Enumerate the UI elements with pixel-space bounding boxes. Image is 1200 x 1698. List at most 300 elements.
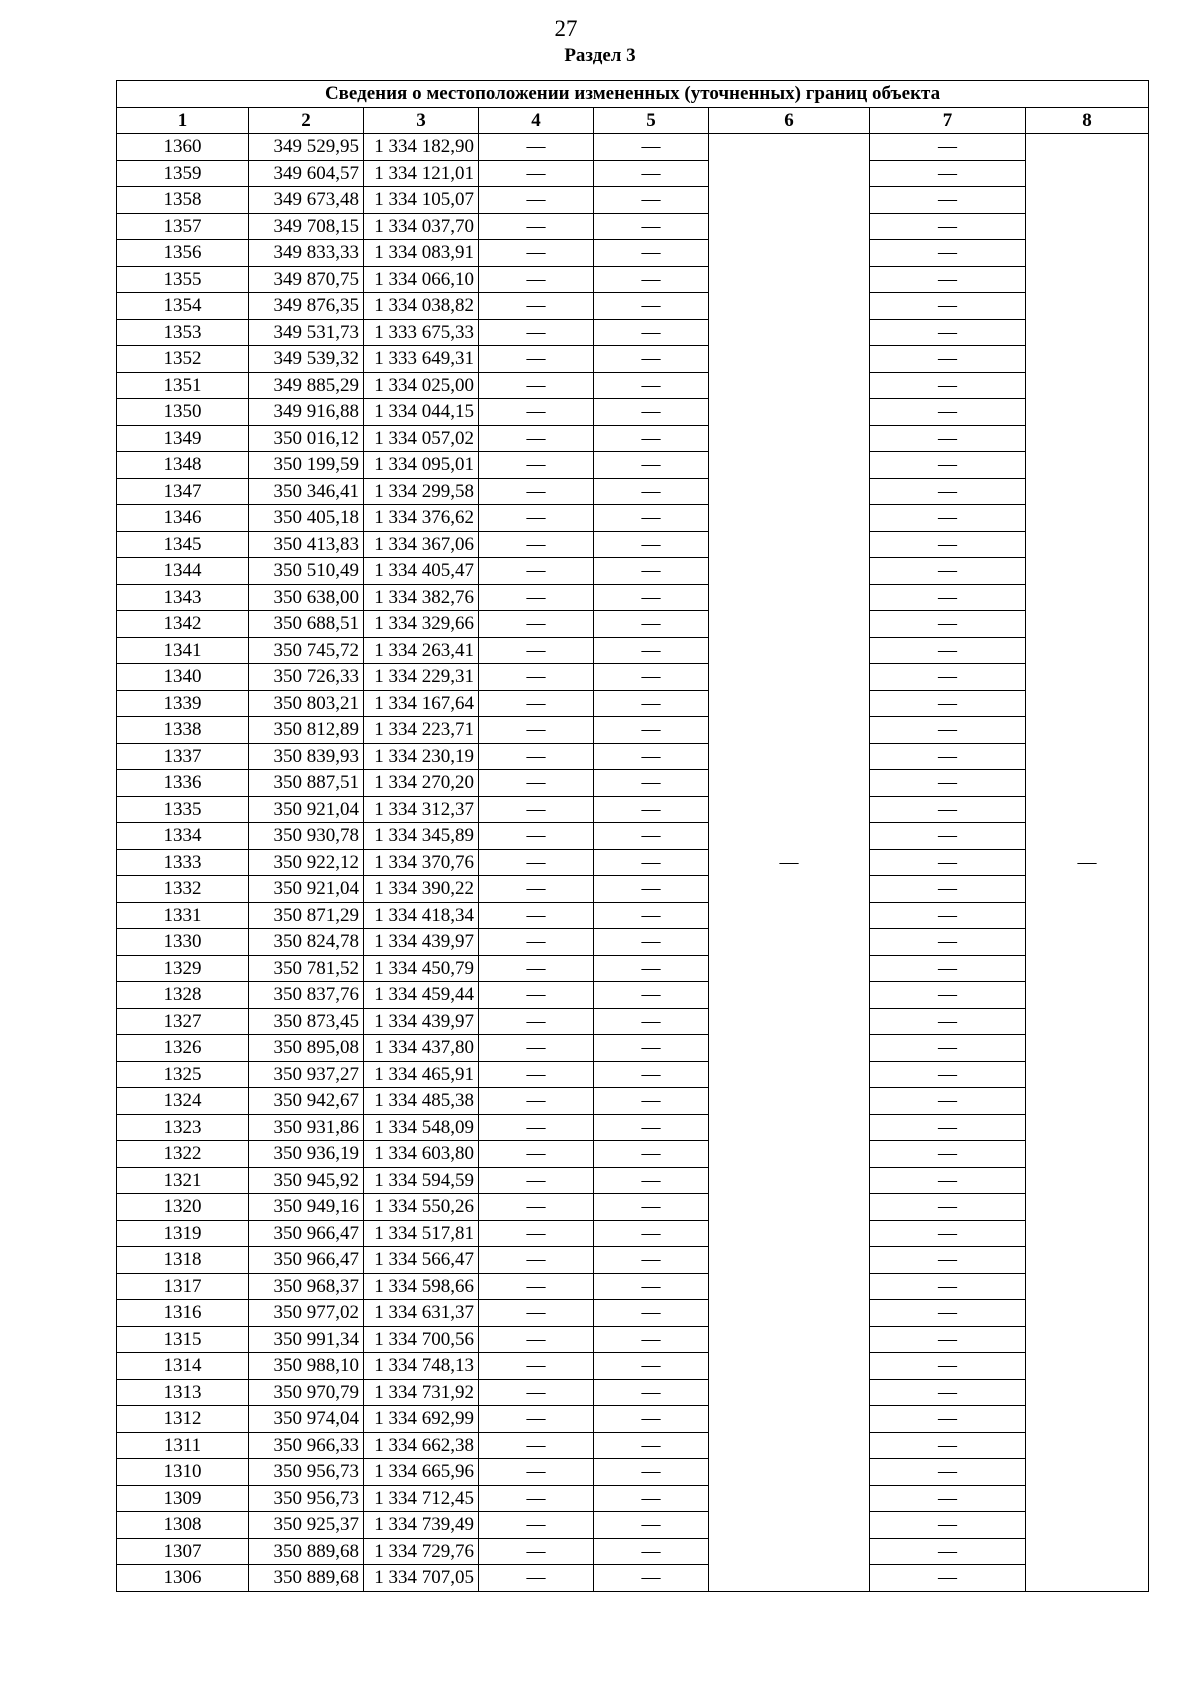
col5-cell: —	[594, 929, 709, 956]
col4-cell: —	[479, 266, 594, 293]
col5-cell: —	[594, 902, 709, 929]
col7-cell: —	[870, 955, 1026, 982]
point-number-cell: 1346	[117, 505, 249, 532]
col7-cell: —	[870, 796, 1026, 823]
point-number-cell: 1309	[117, 1485, 249, 1512]
point-number-cell: 1335	[117, 796, 249, 823]
col7-cell: —	[870, 531, 1026, 558]
x-coordinate-cell: 350 949,16	[249, 1194, 364, 1221]
column-header: 6	[709, 107, 870, 134]
point-number-cell: 1360	[117, 134, 249, 161]
col4-cell: —	[479, 664, 594, 691]
column-header: 3	[364, 107, 479, 134]
table-row	[117, 452, 1149, 479]
col7-cell: —	[870, 717, 1026, 744]
col7-cell: —	[870, 611, 1026, 638]
point-number-cell: 1352	[117, 346, 249, 373]
col4-cell: —	[479, 452, 594, 479]
x-coordinate-cell: 350 688,51	[249, 611, 364, 638]
table-row	[117, 1220, 1149, 1247]
y-coordinate-cell: 1 334 594,59	[364, 1167, 479, 1194]
x-coordinate-cell: 350 956,73	[249, 1485, 364, 1512]
col7-cell: —	[870, 1300, 1026, 1327]
col4-cell: —	[479, 637, 594, 664]
column-header: 5	[594, 107, 709, 134]
table-row	[117, 796, 1149, 823]
col4-cell: —	[479, 1512, 594, 1539]
y-coordinate-cell: 1 334 270,20	[364, 770, 479, 797]
y-coordinate-cell: 1 334 598,66	[364, 1273, 479, 1300]
y-coordinate-cell: 1 333 649,31	[364, 346, 479, 373]
point-number-cell: 1328	[117, 982, 249, 1009]
y-coordinate-cell: 1 334 418,34	[364, 902, 479, 929]
col7-cell: —	[870, 982, 1026, 1009]
point-number-cell: 1323	[117, 1114, 249, 1141]
col4-cell: —	[479, 770, 594, 797]
col5-cell: —	[594, 452, 709, 479]
col4-cell: —	[479, 399, 594, 426]
x-coordinate-cell: 350 925,37	[249, 1512, 364, 1539]
table-row	[117, 690, 1149, 717]
y-coordinate-cell: 1 334 066,10	[364, 266, 479, 293]
col5-cell: —	[594, 637, 709, 664]
col4-cell: —	[479, 1114, 594, 1141]
col5-cell: —	[594, 399, 709, 426]
y-coordinate-cell: 1 334 037,70	[364, 213, 479, 240]
col5-cell: —	[594, 319, 709, 346]
col4-cell: —	[479, 1485, 594, 1512]
table-row	[117, 1538, 1149, 1565]
point-number-cell: 1322	[117, 1141, 249, 1168]
col4-cell: —	[479, 1194, 594, 1221]
table-row	[117, 1565, 1149, 1592]
col4-cell: —	[479, 690, 594, 717]
col7-cell: —	[870, 1008, 1026, 1035]
x-coordinate-cell: 350 931,86	[249, 1114, 364, 1141]
y-coordinate-cell: 1 334 550,26	[364, 1194, 479, 1221]
col7-cell: —	[870, 849, 1026, 876]
y-coordinate-cell: 1 334 548,09	[364, 1114, 479, 1141]
col5-cell: —	[594, 187, 709, 214]
x-coordinate-cell: 349 870,75	[249, 266, 364, 293]
col4-cell: —	[479, 425, 594, 452]
col4-cell: —	[479, 1220, 594, 1247]
col4-cell: —	[479, 929, 594, 956]
table-title: Сведения о местоположении измененных (уточненных) границ объекта	[117, 81, 1149, 108]
col7-cell: —	[870, 478, 1026, 505]
col5-cell: —	[594, 1538, 709, 1565]
table-row	[117, 1035, 1149, 1062]
col7-cell: —	[870, 1167, 1026, 1194]
col5-cell: —	[594, 1114, 709, 1141]
y-coordinate-cell: 1 334 459,44	[364, 982, 479, 1009]
table-row	[117, 319, 1149, 346]
col7-cell: —	[870, 1565, 1026, 1592]
col5-cell: —	[594, 849, 709, 876]
x-coordinate-cell: 350 966,47	[249, 1220, 364, 1247]
col4-cell: —	[479, 505, 594, 532]
point-number-cell: 1354	[117, 293, 249, 320]
col5-cell: —	[594, 213, 709, 240]
col7-cell: —	[870, 425, 1026, 452]
x-coordinate-cell: 350 977,02	[249, 1300, 364, 1327]
column-header: 4	[479, 107, 594, 134]
col7-cell: —	[870, 1088, 1026, 1115]
point-number-cell: 1353	[117, 319, 249, 346]
y-coordinate-cell: 1 334 517,81	[364, 1220, 479, 1247]
col5-cell: —	[594, 1167, 709, 1194]
y-coordinate-cell: 1 334 405,47	[364, 558, 479, 585]
col7-cell: —	[870, 293, 1026, 320]
point-number-cell: 1312	[117, 1406, 249, 1433]
table-row	[117, 1114, 1149, 1141]
table-row	[117, 293, 1149, 320]
y-coordinate-cell: 1 334 692,99	[364, 1406, 479, 1433]
y-coordinate-cell: 1 334 390,22	[364, 876, 479, 903]
x-coordinate-cell: 350 970,79	[249, 1379, 364, 1406]
col4-cell: —	[479, 134, 594, 161]
point-number-cell: 1342	[117, 611, 249, 638]
col7-cell: —	[870, 1432, 1026, 1459]
y-coordinate-cell: 1 334 382,76	[364, 584, 479, 611]
point-number-cell: 1344	[117, 558, 249, 585]
table-row	[117, 1167, 1149, 1194]
x-coordinate-cell: 350 887,51	[249, 770, 364, 797]
col5-cell: —	[594, 266, 709, 293]
col7-cell: —	[870, 664, 1026, 691]
x-coordinate-cell: 350 510,49	[249, 558, 364, 585]
col5-cell: —	[594, 1088, 709, 1115]
col5-cell: —	[594, 1273, 709, 1300]
col7-cell: —	[870, 1512, 1026, 1539]
y-coordinate-cell: 1 334 437,80	[364, 1035, 479, 1062]
col5-cell: —	[594, 664, 709, 691]
table-row	[117, 717, 1149, 744]
col7-cell: —	[870, 187, 1026, 214]
col4-cell: —	[479, 319, 594, 346]
col7-cell: —	[870, 1141, 1026, 1168]
column-header: 2	[249, 107, 364, 134]
x-coordinate-cell: 350 937,27	[249, 1061, 364, 1088]
table-row	[117, 478, 1149, 505]
column-header-row	[117, 107, 1149, 134]
col7-cell: —	[870, 319, 1026, 346]
point-number-cell: 1345	[117, 531, 249, 558]
col7-cell: —	[870, 929, 1026, 956]
y-coordinate-cell: 1 334 450,79	[364, 955, 479, 982]
col4-cell: —	[479, 213, 594, 240]
point-number-cell: 1348	[117, 452, 249, 479]
x-coordinate-cell: 349 531,73	[249, 319, 364, 346]
col4-cell: —	[479, 743, 594, 770]
col7-cell: —	[870, 346, 1026, 373]
point-number-cell: 1319	[117, 1220, 249, 1247]
y-coordinate-cell: 1 334 329,66	[364, 611, 479, 638]
column-header: 8	[1026, 107, 1149, 134]
col5-cell: —	[594, 1194, 709, 1221]
col5-cell: —	[594, 1326, 709, 1353]
y-coordinate-cell: 1 334 485,38	[364, 1088, 479, 1115]
y-coordinate-cell: 1 334 263,41	[364, 637, 479, 664]
point-number-cell: 1330	[117, 929, 249, 956]
col5-cell: —	[594, 425, 709, 452]
y-coordinate-cell: 1 334 739,49	[364, 1512, 479, 1539]
y-coordinate-cell: 1 334 229,31	[364, 664, 479, 691]
col7-cell: —	[870, 558, 1026, 585]
x-coordinate-cell: 350 638,00	[249, 584, 364, 611]
y-coordinate-cell: 1 334 370,76	[364, 849, 479, 876]
y-coordinate-cell: 1 334 662,38	[364, 1432, 479, 1459]
col4-cell: —	[479, 1247, 594, 1274]
y-coordinate-cell: 1 334 121,01	[364, 160, 479, 187]
x-coordinate-cell: 350 968,37	[249, 1273, 364, 1300]
col5-cell: —	[594, 770, 709, 797]
col7-cell: —	[870, 266, 1026, 293]
point-number-cell: 1347	[117, 478, 249, 505]
col7-cell: —	[870, 770, 1026, 797]
point-number-cell: 1327	[117, 1008, 249, 1035]
y-coordinate-cell: 1 334 182,90	[364, 134, 479, 161]
col4-cell: —	[479, 531, 594, 558]
col5-cell: —	[594, 1512, 709, 1539]
x-coordinate-cell: 350 745,72	[249, 637, 364, 664]
point-number-cell: 1349	[117, 425, 249, 452]
col4-cell: —	[479, 1141, 594, 1168]
point-number-cell: 1325	[117, 1061, 249, 1088]
table-row	[117, 134, 1149, 161]
col5-cell: —	[594, 1300, 709, 1327]
x-coordinate-cell: 349 885,29	[249, 372, 364, 399]
table-row	[117, 425, 1149, 452]
table-row	[117, 213, 1149, 240]
x-coordinate-cell: 350 922,12	[249, 849, 364, 876]
table-row	[117, 1485, 1149, 1512]
col5-cell: —	[594, 690, 709, 717]
col4-cell: —	[479, 1300, 594, 1327]
table-row	[117, 929, 1149, 956]
col4-cell: —	[479, 1088, 594, 1115]
y-coordinate-cell: 1 334 439,97	[364, 929, 479, 956]
col4-cell: —	[479, 160, 594, 187]
col4-cell: —	[479, 1035, 594, 1062]
y-coordinate-cell: 1 334 731,92	[364, 1379, 479, 1406]
point-number-cell: 1314	[117, 1353, 249, 1380]
col4-cell: —	[479, 849, 594, 876]
col7-cell: —	[870, 1459, 1026, 1486]
table-row	[117, 1088, 1149, 1115]
y-coordinate-cell: 1 334 729,76	[364, 1538, 479, 1565]
table-row	[117, 876, 1149, 903]
col4-cell: —	[479, 823, 594, 850]
col5-cell: —	[594, 558, 709, 585]
y-coordinate-cell: 1 334 603,80	[364, 1141, 479, 1168]
table-row	[117, 1406, 1149, 1433]
col5-cell: —	[594, 240, 709, 267]
col7-cell: —	[870, 1273, 1026, 1300]
col5-cell: —	[594, 1061, 709, 1088]
col5-cell: —	[594, 796, 709, 823]
col7-cell: —	[870, 1247, 1026, 1274]
x-coordinate-cell: 350 966,47	[249, 1247, 364, 1274]
y-coordinate-cell: 1 334 025,00	[364, 372, 479, 399]
x-coordinate-cell: 349 916,88	[249, 399, 364, 426]
table-row	[117, 505, 1149, 532]
column-header: 1	[117, 107, 249, 134]
point-number-cell: 1338	[117, 717, 249, 744]
x-coordinate-cell: 350 921,04	[249, 876, 364, 903]
col7-cell: —	[870, 637, 1026, 664]
table-row	[117, 399, 1149, 426]
col5-cell: —	[594, 1485, 709, 1512]
col4-cell: —	[479, 796, 594, 823]
x-coordinate-cell: 350 966,33	[249, 1432, 364, 1459]
x-coordinate-cell: 350 199,59	[249, 452, 364, 479]
col5-cell: —	[594, 743, 709, 770]
col7-cell: —	[870, 134, 1026, 161]
x-coordinate-cell: 350 346,41	[249, 478, 364, 505]
col7-cell: —	[870, 690, 1026, 717]
col4-cell: —	[479, 876, 594, 903]
point-number-cell: 1359	[117, 160, 249, 187]
table-row	[117, 1008, 1149, 1035]
col5-cell: —	[594, 1432, 709, 1459]
col7-cell: —	[870, 584, 1026, 611]
col4-cell: —	[479, 1061, 594, 1088]
x-coordinate-cell: 349 529,95	[249, 134, 364, 161]
col5-cell: —	[594, 1008, 709, 1035]
col4-cell: —	[479, 1432, 594, 1459]
x-coordinate-cell: 350 781,52	[249, 955, 364, 982]
x-coordinate-cell: 349 833,33	[249, 240, 364, 267]
point-number-cell: 1350	[117, 399, 249, 426]
col7-cell: —	[870, 160, 1026, 187]
point-number-cell: 1306	[117, 1565, 249, 1592]
x-coordinate-cell: 350 974,04	[249, 1406, 364, 1433]
y-coordinate-cell: 1 334 712,45	[364, 1485, 479, 1512]
y-coordinate-cell: 1 334 665,96	[364, 1459, 479, 1486]
table-row	[117, 849, 1149, 876]
col5-cell: —	[594, 478, 709, 505]
col4-cell: —	[479, 346, 594, 373]
col5-cell: —	[594, 1035, 709, 1062]
x-coordinate-cell: 350 405,18	[249, 505, 364, 532]
x-coordinate-cell: 350 936,19	[249, 1141, 364, 1168]
col5-cell: —	[594, 1565, 709, 1592]
table-row	[117, 955, 1149, 982]
col4-cell: —	[479, 372, 594, 399]
col7-cell: —	[870, 1194, 1026, 1221]
point-number-cell: 1351	[117, 372, 249, 399]
col7-cell: —	[870, 1353, 1026, 1380]
x-coordinate-cell: 350 988,10	[249, 1353, 364, 1380]
col5-cell: —	[594, 1406, 709, 1433]
x-coordinate-cell: 350 956,73	[249, 1459, 364, 1486]
col5-cell: —	[594, 1459, 709, 1486]
col7-cell: —	[870, 876, 1026, 903]
col7-cell: —	[870, 372, 1026, 399]
x-coordinate-cell: 350 871,29	[249, 902, 364, 929]
col7-cell: —	[870, 1114, 1026, 1141]
col4-cell: —	[479, 558, 594, 585]
col7-cell: —	[870, 902, 1026, 929]
x-coordinate-cell: 349 876,35	[249, 293, 364, 320]
point-number-cell: 1315	[117, 1326, 249, 1353]
col4-cell: —	[479, 1379, 594, 1406]
table-row	[117, 1353, 1149, 1380]
col5-cell: —	[594, 531, 709, 558]
table-row	[117, 1247, 1149, 1274]
point-number-cell: 1324	[117, 1088, 249, 1115]
point-number-cell: 1341	[117, 637, 249, 664]
col5-cell: —	[594, 717, 709, 744]
point-number-cell: 1333	[117, 849, 249, 876]
y-coordinate-cell: 1 334 223,71	[364, 717, 479, 744]
col7-cell: —	[870, 1061, 1026, 1088]
table-row	[117, 1273, 1149, 1300]
col7-cell: —	[870, 1035, 1026, 1062]
point-number-cell: 1326	[117, 1035, 249, 1062]
x-coordinate-cell: 350 016,12	[249, 425, 364, 452]
col5-cell: —	[594, 823, 709, 850]
x-coordinate-cell: 350 726,33	[249, 664, 364, 691]
col7-cell: —	[870, 240, 1026, 267]
point-number-cell: 1320	[117, 1194, 249, 1221]
col4-cell: —	[479, 1538, 594, 1565]
col4-cell: —	[479, 955, 594, 982]
col4-cell: —	[479, 1167, 594, 1194]
table-row	[117, 1061, 1149, 1088]
y-coordinate-cell: 1 334 167,64	[364, 690, 479, 717]
point-number-cell: 1337	[117, 743, 249, 770]
col4-cell: —	[479, 584, 594, 611]
point-number-cell: 1329	[117, 955, 249, 982]
col4-cell: —	[479, 1326, 594, 1353]
table-row	[117, 1300, 1149, 1327]
x-coordinate-cell: 349 539,32	[249, 346, 364, 373]
point-number-cell: 1355	[117, 266, 249, 293]
x-coordinate-cell: 350 889,68	[249, 1538, 364, 1565]
col7-cell: —	[870, 1220, 1026, 1247]
table-row	[117, 1141, 1149, 1168]
x-coordinate-cell: 350 895,08	[249, 1035, 364, 1062]
point-number-cell: 1332	[117, 876, 249, 903]
col5-cell: —	[594, 1141, 709, 1168]
col5-cell: —	[594, 955, 709, 982]
table-row	[117, 558, 1149, 585]
table-row	[117, 1194, 1149, 1221]
col4-cell: —	[479, 717, 594, 744]
point-number-cell: 1357	[117, 213, 249, 240]
col7-cell: —	[870, 1538, 1026, 1565]
point-number-cell: 1318	[117, 1247, 249, 1274]
x-coordinate-cell: 349 604,57	[249, 160, 364, 187]
col5-cell: —	[594, 1353, 709, 1380]
table-row	[117, 240, 1149, 267]
x-coordinate-cell: 350 824,78	[249, 929, 364, 956]
col7-cell: —	[870, 213, 1026, 240]
col5-cell: —	[594, 293, 709, 320]
col5-cell: —	[594, 611, 709, 638]
point-number-cell: 1308	[117, 1512, 249, 1539]
point-number-cell: 1358	[117, 187, 249, 214]
table-row	[117, 372, 1149, 399]
table-row	[117, 584, 1149, 611]
table-row	[117, 266, 1149, 293]
y-coordinate-cell: 1 334 095,01	[364, 452, 479, 479]
x-coordinate-cell: 350 839,93	[249, 743, 364, 770]
x-coordinate-cell: 350 812,89	[249, 717, 364, 744]
y-coordinate-cell: 1 334 465,91	[364, 1061, 479, 1088]
